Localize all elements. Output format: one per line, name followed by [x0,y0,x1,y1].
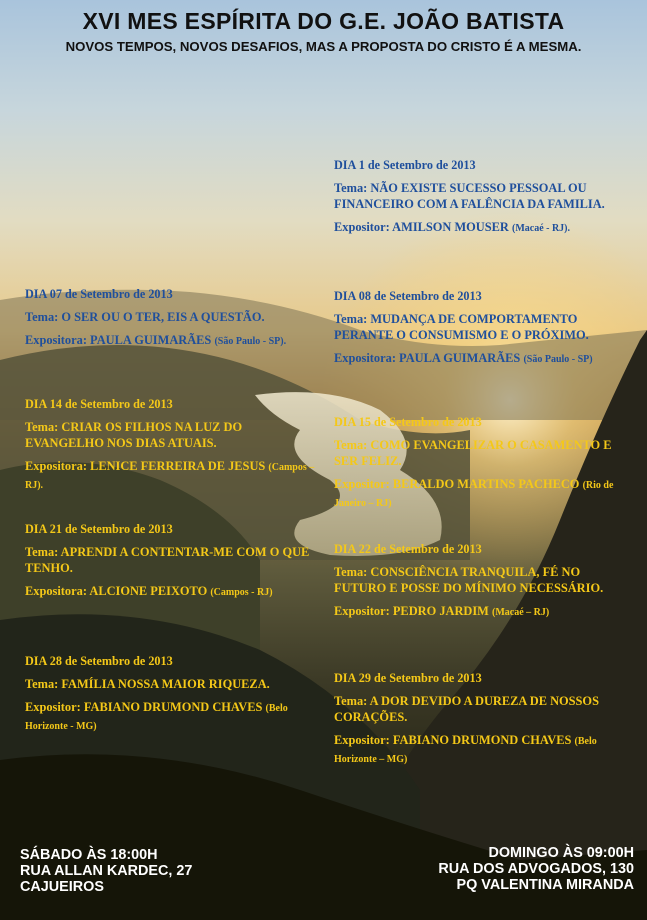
event-theme: Tema: NÃO EXISTE SUCESSO PESSOAL OU FINANCEIRO COM A FALÊNCIA DA FAMILIA. [334,181,605,211]
speaker-location: (Macaé - RJ). [511,223,571,234]
event-speaker [334,603,624,621]
event-speaker [334,219,629,237]
speaker-name: Expositor: BERALDO MARTINS PACHECO [334,477,580,491]
speaker-name: Expositor: FABIANO DRUMOND CHAVES [25,700,263,714]
event-date: DIA 22 de Setembro de 2013 [334,542,482,556]
event-speaker [25,699,315,735]
event-date: DIA 07 de Setembro de 2013 [25,287,173,301]
speaker-location: (Belo Horizonte - MG) [25,703,288,732]
venue-street: RUA DOS ADVOGADOS, 130 [438,861,634,877]
venue-district: CAJUEIROS [20,879,104,895]
event-day-1 [334,157,629,237]
event-speaker [334,476,624,512]
event-date: DIA 28 de Setembro de 2013 [25,654,173,668]
event-date: DIA 15 de Setembro de 2013 [334,415,482,429]
event-date: DIA 1 de Setembro de 2013 [334,158,476,172]
event-theme: Tema: CONSCIÊNCIA TRANQUILA, FÉ NO FUTURO E POSSE DO MÍNIMO NECESSÁRIO. [334,565,604,595]
event-day-7 [25,286,315,350]
event-speaker [25,583,315,601]
speaker-location: (Macaé – RJ) [492,607,550,618]
speaker-location: (São Paulo - SP). [214,336,287,347]
event-day-15 [334,414,624,512]
event-theme: Tema: CRIAR OS FILHOS NA LUZ DO EVANGELHO NOS DIAS ATUAIS. [25,420,243,450]
event-date: DIA 08 de Setembro de 2013 [334,289,482,303]
event-day-14 [25,396,315,494]
speaker-name: Expositora: ALCIONE PEIXOTO [25,584,208,598]
event-theme: Tema: A DOR DEVIDO A DUREZA DE NOSSOS CORAÇÕES. [334,694,599,724]
event-day-29 [334,670,619,768]
sunday-venue [438,845,634,893]
speaker-location: (Campos – RJ). [25,462,315,491]
venue-district: PQ VALENTINA MIRANDA [456,877,634,893]
saturday-venue [20,847,192,895]
event-theme: Tema: MUDANÇA DE COMPORTAMENTO PERANTE O CONSUMISMO E O PRÓXIMO. [334,312,589,342]
event-speaker [25,458,315,494]
venue-street: RUA ALLAN KARDEC, 27 [20,863,193,879]
event-theme: Tema: FAMÍLIA NOSSA MAIOR RIQUEZA. [25,677,270,691]
speaker-name: Expositora: PAULA GUIMARÃES [334,351,521,365]
event-theme: Tema: COMO EVANGELIZAR O CASAMENTO E SER FELIZ. [334,438,612,468]
event-day-22 [334,541,624,621]
page-subtitle: NOVOS TEMPOS, NOVOS DESAFIOS, MAS A PROPOSTA DO CRISTO É A MESMA. [65,39,582,54]
speaker-location: (Rio de Janeiro – RJ) [334,480,614,509]
speaker-name: Expositor: FABIANO DRUMOND CHAVES [334,733,572,747]
venue-time: SÁBADO ÀS 18:00H [20,847,158,863]
event-theme: Tema: O SER OU O TER, EIS A QUESTÃO. [25,310,265,324]
speaker-name: Expositor: AMILSON MOUSER [334,220,509,234]
event-day-21 [25,521,315,601]
venue-time: DOMINGO ÀS 09:00H [488,845,634,861]
event-day-8 [334,288,629,368]
event-speaker [334,350,629,368]
speaker-location: (Campos - RJ) [210,587,273,598]
speaker-name: Expositor: PEDRO JARDIM [334,604,489,618]
page-title: XVI MES ESPÍRITA DO G.E. JOÃO BATISTA [82,8,565,34]
speaker-location: (Belo Horizonte – MG) [334,736,597,765]
event-speaker [25,332,315,350]
event-date: DIA 14 de Setembro de 2013 [25,397,173,411]
event-theme: Tema: APRENDI A CONTENTAR-ME COM O QUE TENHO. [25,545,310,575]
speaker-name: Expositora: PAULA GUIMARÃES [25,333,212,347]
event-speaker [334,732,619,768]
event-date: DIA 29 de Setembro de 2013 [334,671,482,685]
speaker-name: Expositora: LENICE FERREIRA DE JESUS [25,459,266,473]
speaker-location: (São Paulo - SP) [523,354,593,365]
event-day-28 [25,653,315,735]
event-date: DIA 21 de Setembro de 2013 [25,522,173,536]
